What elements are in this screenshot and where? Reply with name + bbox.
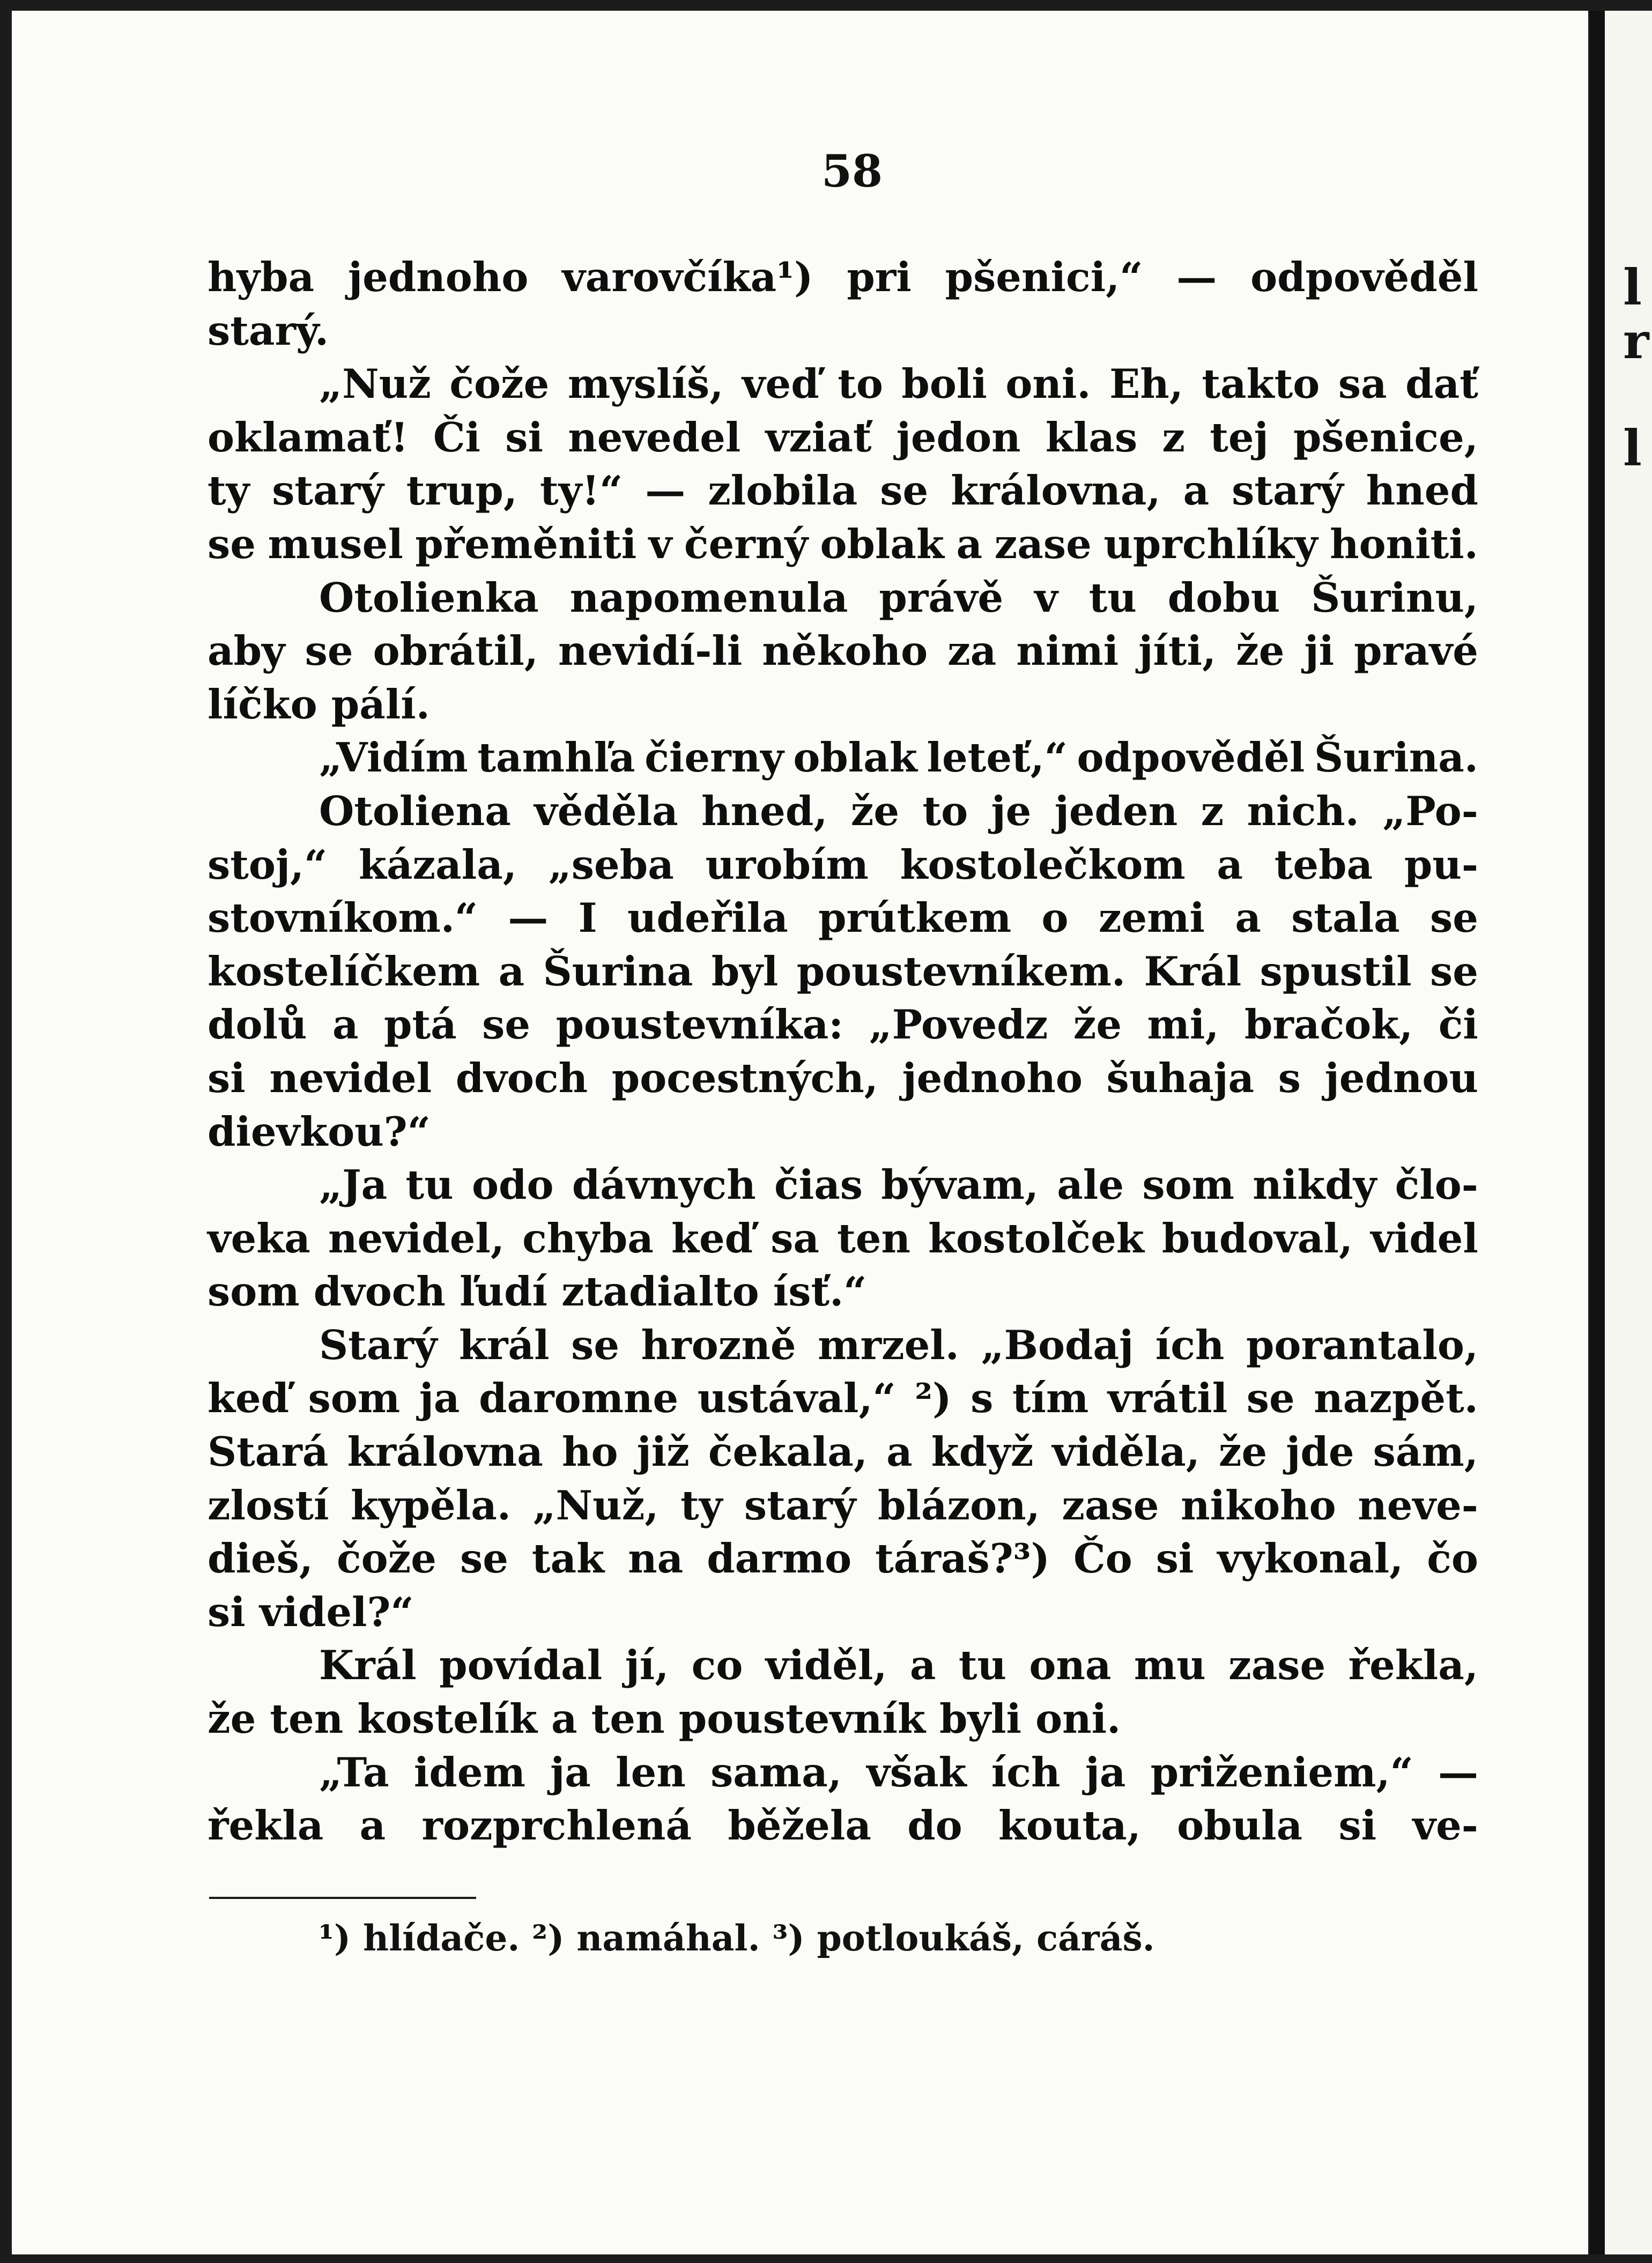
word: udeřila xyxy=(627,894,788,942)
word: si xyxy=(1155,1535,1194,1583)
word: ji xyxy=(1304,627,1335,675)
word: — xyxy=(1438,1748,1478,1796)
word: mu xyxy=(1134,1642,1206,1689)
word: nich. xyxy=(1247,787,1359,835)
word: varovčíka¹) xyxy=(562,254,813,301)
word: — xyxy=(508,894,549,942)
word: pocestných, xyxy=(611,1054,878,1102)
word: Šurina. xyxy=(1314,734,1478,782)
word: ích xyxy=(1155,1321,1225,1369)
word: leteť,“ xyxy=(927,734,1068,782)
word: černý xyxy=(684,520,808,568)
text-line xyxy=(208,785,1478,839)
word: spustil xyxy=(1260,947,1412,995)
word: jednoho xyxy=(347,254,529,301)
word: co xyxy=(691,1642,743,1689)
word: sa xyxy=(771,1214,820,1262)
word: a xyxy=(359,1802,386,1850)
text-line xyxy=(208,1372,1478,1426)
word: „Povedz xyxy=(869,1001,1048,1049)
word: „Ta xyxy=(319,1748,389,1796)
text-line: som dvoch ľudí ztadialto ísť.“ xyxy=(208,1268,867,1316)
word: se xyxy=(1430,947,1478,995)
word: urobím xyxy=(705,841,869,888)
word: si xyxy=(1338,1802,1377,1850)
word: rozprchlená xyxy=(421,1802,692,1850)
word: „Ja xyxy=(319,1161,388,1209)
word: se xyxy=(460,1535,508,1583)
word: bývam, xyxy=(881,1161,1039,1209)
word: si xyxy=(505,413,543,461)
word: člo- xyxy=(1395,1161,1478,1209)
word: ten xyxy=(837,1214,910,1262)
text-line: si videl?“ xyxy=(208,1588,414,1636)
word: ty!“ xyxy=(539,467,623,515)
word: ja xyxy=(1085,1748,1126,1796)
word: odo xyxy=(472,1161,554,1209)
word: královna, xyxy=(951,467,1161,515)
word: tak xyxy=(531,1535,605,1583)
word: čože xyxy=(336,1535,436,1583)
word: jíti, xyxy=(1138,627,1217,675)
word: poustevníka: xyxy=(555,1001,843,1049)
word: když xyxy=(931,1428,1034,1476)
word: obrátil, xyxy=(373,627,538,675)
word: ona xyxy=(1029,1642,1112,1689)
word: hrozně xyxy=(641,1321,796,1369)
word: prútkem xyxy=(818,894,1012,942)
word: nevedel xyxy=(568,413,741,461)
word: právě xyxy=(879,574,1004,621)
word: obula xyxy=(1177,1802,1303,1850)
word: řekla xyxy=(208,1802,324,1850)
word: viděl, xyxy=(765,1642,887,1689)
word: sám, xyxy=(1373,1428,1478,1476)
word: „Bodaj xyxy=(981,1321,1134,1369)
word: jeden xyxy=(1054,787,1178,835)
word: či xyxy=(1438,1001,1478,1049)
word: z xyxy=(1162,413,1185,461)
word: ja xyxy=(419,1375,460,1422)
word: čekala, xyxy=(708,1428,868,1476)
word: zlobila xyxy=(708,467,858,515)
text-line xyxy=(208,1799,1478,1853)
word: nevidel xyxy=(269,1054,432,1102)
text-line xyxy=(208,518,1478,572)
word: ²) xyxy=(915,1375,952,1422)
word: daromne xyxy=(479,1375,679,1422)
next-page-fragment: l xyxy=(1623,258,1642,316)
text-line xyxy=(208,945,1478,999)
word: běžela xyxy=(728,1802,871,1850)
word: poustevníkem. xyxy=(796,947,1126,995)
word: Otolienka xyxy=(319,574,539,621)
word: a xyxy=(886,1428,913,1476)
text-line xyxy=(208,625,1478,678)
word: ho xyxy=(561,1428,618,1476)
word: a xyxy=(1217,841,1243,888)
word: táraš?³) xyxy=(875,1535,1050,1583)
word: vrátil xyxy=(1107,1375,1228,1422)
word: na xyxy=(628,1535,684,1583)
word: zase xyxy=(1062,1481,1159,1529)
word: a xyxy=(498,947,525,995)
word: Eh, xyxy=(1109,360,1183,408)
word: v xyxy=(648,520,672,568)
word: — xyxy=(645,467,686,515)
word: priženiem,“ xyxy=(1150,1748,1413,1796)
word: sa xyxy=(1338,360,1387,408)
word: kostolečkom xyxy=(900,841,1186,888)
word: čo xyxy=(1427,1535,1478,1583)
word: se xyxy=(880,467,929,515)
word: oblak xyxy=(820,520,944,568)
word: se xyxy=(482,1001,531,1049)
word: tu xyxy=(958,1642,1007,1689)
page-gutter xyxy=(1590,11,1605,2254)
word: chyba xyxy=(522,1214,654,1262)
word: Otoliena xyxy=(319,787,511,835)
word: videl xyxy=(1371,1214,1478,1262)
word: kostolček xyxy=(928,1214,1144,1262)
word: pšenice, xyxy=(1293,413,1478,461)
word: řekla, xyxy=(1348,1642,1478,1689)
word: kostelíčkem xyxy=(208,947,480,995)
text-line: líčko pálí. xyxy=(208,680,430,728)
word: Či xyxy=(433,413,481,461)
text-line: starý. xyxy=(208,307,329,354)
text-line xyxy=(208,358,1478,411)
word: s xyxy=(1278,1054,1301,1102)
word: čože xyxy=(449,360,550,408)
word: tím xyxy=(1012,1375,1089,1422)
word: se xyxy=(1430,894,1478,942)
text-line: dievkou?“ xyxy=(208,1108,431,1155)
word: zlostí xyxy=(208,1481,329,1529)
word: starý xyxy=(272,467,384,515)
word: ích xyxy=(991,1748,1061,1796)
word: jde xyxy=(1286,1428,1354,1476)
text-line xyxy=(208,1052,1478,1105)
footnote: ¹) hlídače. ²) namáhal. ³) potloukáš, cáráš. xyxy=(318,1917,1155,1959)
word: král xyxy=(459,1321,550,1369)
word: viděla, xyxy=(1052,1428,1200,1476)
word: že xyxy=(850,787,900,835)
text-line xyxy=(208,1479,1478,1533)
word: klas xyxy=(1045,413,1138,461)
word: porantalo, xyxy=(1246,1321,1478,1369)
word: som xyxy=(1142,1161,1234,1209)
text-line: že ten kostelík a ten poustevník byli oni. xyxy=(208,1695,1121,1743)
word: přeměniti xyxy=(415,520,637,568)
word: že xyxy=(1218,1428,1268,1476)
word: Král xyxy=(1144,947,1242,995)
word: že xyxy=(1236,627,1285,675)
word: odpověděl xyxy=(1077,734,1305,782)
word: odpověděl xyxy=(1250,254,1478,301)
word: nikdy xyxy=(1253,1161,1377,1209)
word: musel xyxy=(268,520,403,568)
word: je xyxy=(991,787,1032,835)
word: oni. xyxy=(1005,360,1091,408)
word: Stará xyxy=(208,1428,329,1476)
word: tamhľa xyxy=(477,734,635,782)
text-line xyxy=(208,731,1478,785)
word: keď xyxy=(671,1214,753,1262)
word: se xyxy=(208,520,256,568)
word: — xyxy=(1176,254,1217,301)
word: vykonal, xyxy=(1217,1535,1404,1583)
text-line xyxy=(208,839,1478,892)
word: „Vidím xyxy=(319,734,468,782)
word: napomenula xyxy=(569,574,848,621)
word: pu- xyxy=(1404,841,1478,888)
word: mrzel. xyxy=(818,1321,959,1369)
word: jí, xyxy=(625,1642,669,1689)
word: som xyxy=(308,1375,401,1422)
word: teba xyxy=(1274,841,1373,888)
word: se xyxy=(571,1321,620,1369)
word: nimi xyxy=(1016,627,1119,675)
word: a xyxy=(1183,467,1210,515)
word: dávnych xyxy=(572,1161,756,1209)
word: dolů xyxy=(208,1001,307,1049)
word: budoval, xyxy=(1161,1214,1353,1262)
word: kypěla. xyxy=(351,1481,511,1529)
next-page-fragment: l xyxy=(1623,419,1642,477)
word: povídal xyxy=(439,1642,603,1689)
word: Šurinu, xyxy=(1311,574,1478,621)
word: „seba xyxy=(548,841,674,888)
word: I xyxy=(578,894,597,942)
word: královna xyxy=(347,1428,543,1476)
text-line xyxy=(208,572,1478,625)
word: dobu xyxy=(1167,574,1280,621)
word: „Nuž xyxy=(319,360,431,408)
word: čias xyxy=(774,1161,863,1209)
word: blázon, xyxy=(878,1481,1040,1529)
word: aby xyxy=(208,627,285,675)
word: dieš, xyxy=(208,1535,313,1583)
word: kázala, xyxy=(359,841,517,888)
word: do xyxy=(907,1802,962,1850)
word: to xyxy=(838,360,883,408)
word: si xyxy=(208,1054,246,1102)
word: ty xyxy=(680,1481,723,1529)
text-line xyxy=(208,251,1478,305)
word: Král xyxy=(319,1642,417,1689)
word: hned xyxy=(1366,467,1478,515)
word: stala xyxy=(1291,894,1400,942)
word: darmo xyxy=(707,1535,852,1583)
text-line xyxy=(208,411,1478,465)
text-line xyxy=(208,1532,1478,1586)
next-page-edge xyxy=(1605,11,1652,2254)
word: s xyxy=(971,1375,994,1422)
word: nikoho xyxy=(1181,1481,1336,1529)
word: honiti. xyxy=(1330,520,1478,568)
word: kouta, xyxy=(998,1802,1141,1850)
word: a xyxy=(1235,894,1261,942)
word: za xyxy=(947,627,997,675)
word: Šurina xyxy=(543,947,693,995)
word: „Po- xyxy=(1382,787,1478,835)
word: „Nuž, xyxy=(532,1481,659,1529)
word: nazpět. xyxy=(1314,1375,1478,1422)
word: čierny xyxy=(644,734,784,782)
word: již xyxy=(636,1428,690,1476)
footnote-rule xyxy=(209,1897,476,1899)
word: mi, xyxy=(1147,1001,1219,1049)
word: tu xyxy=(1088,574,1137,621)
text-line xyxy=(208,1426,1478,1479)
word: jedon xyxy=(896,413,1021,461)
word: jednou xyxy=(1324,1054,1478,1102)
word: pravé xyxy=(1354,627,1478,675)
word: nevidel, xyxy=(328,1214,505,1262)
text-line xyxy=(208,464,1478,518)
book-page xyxy=(12,11,1588,2254)
word: takto xyxy=(1202,360,1320,408)
word: nevidí-li xyxy=(558,627,743,675)
text-line xyxy=(208,1639,1478,1693)
word: ja xyxy=(550,1748,591,1796)
word: oblak xyxy=(793,734,917,782)
word: o xyxy=(1041,894,1069,942)
word: bračok, xyxy=(1244,1001,1413,1049)
word: z xyxy=(1201,787,1224,835)
word: a xyxy=(956,520,983,568)
word: pri xyxy=(847,254,912,301)
word: veka xyxy=(208,1214,310,1262)
word: jednoho xyxy=(902,1054,1083,1102)
word: stoj,“ xyxy=(208,841,328,888)
word: ty xyxy=(208,467,250,515)
word: byl xyxy=(711,947,779,995)
word: a xyxy=(332,1001,359,1049)
text-line xyxy=(208,1159,1478,1212)
word: starý xyxy=(744,1481,856,1529)
word: tu xyxy=(405,1161,454,1209)
word: šuhaja xyxy=(1106,1054,1255,1102)
word: ale xyxy=(1057,1161,1124,1209)
word: Čo xyxy=(1073,1535,1132,1583)
word: se xyxy=(305,627,353,675)
word: někoho xyxy=(762,627,928,675)
text-body xyxy=(208,251,1478,1853)
word: v xyxy=(1034,574,1058,621)
text-line xyxy=(208,998,1478,1052)
word: keď xyxy=(208,1375,290,1422)
word: ptá xyxy=(384,1001,457,1049)
word: že xyxy=(1073,1001,1122,1049)
word: to xyxy=(922,787,968,835)
text-line xyxy=(208,1319,1478,1372)
word: len xyxy=(616,1748,686,1796)
next-page-fragment: r xyxy=(1623,312,1649,370)
word: boli xyxy=(901,360,987,408)
word: dať xyxy=(1405,360,1478,408)
word: ve- xyxy=(1412,1802,1478,1850)
text-line xyxy=(208,1212,1478,1266)
word: sama, xyxy=(710,1748,842,1796)
word: věděla xyxy=(534,787,678,835)
word: veď xyxy=(742,360,819,408)
word: oklamať! xyxy=(208,413,409,461)
word: tej xyxy=(1210,413,1269,461)
text-line xyxy=(208,892,1478,945)
word: myslíš, xyxy=(567,360,724,408)
word: Starý xyxy=(319,1321,438,1369)
word: hned, xyxy=(701,787,828,835)
word: idem xyxy=(413,1748,525,1796)
word: zase xyxy=(994,520,1092,568)
word: uprchlíky xyxy=(1103,520,1318,568)
word: a xyxy=(909,1642,936,1689)
word: se xyxy=(1246,1375,1295,1422)
word: však xyxy=(866,1748,967,1796)
word: starý xyxy=(1232,467,1344,515)
word: zase xyxy=(1228,1642,1326,1689)
word: stovníkom.“ xyxy=(208,894,478,942)
word: hyba xyxy=(208,254,315,301)
word: neve- xyxy=(1358,1481,1478,1529)
page-number: 58 xyxy=(821,146,883,197)
word: trup, xyxy=(406,467,517,515)
word: vziať xyxy=(765,413,872,461)
word: pšenici,“ xyxy=(945,254,1143,301)
word: ustával,“ xyxy=(697,1375,896,1422)
word: dvoch xyxy=(455,1054,588,1102)
text-line xyxy=(208,1746,1478,1800)
word: zemi xyxy=(1098,894,1205,942)
